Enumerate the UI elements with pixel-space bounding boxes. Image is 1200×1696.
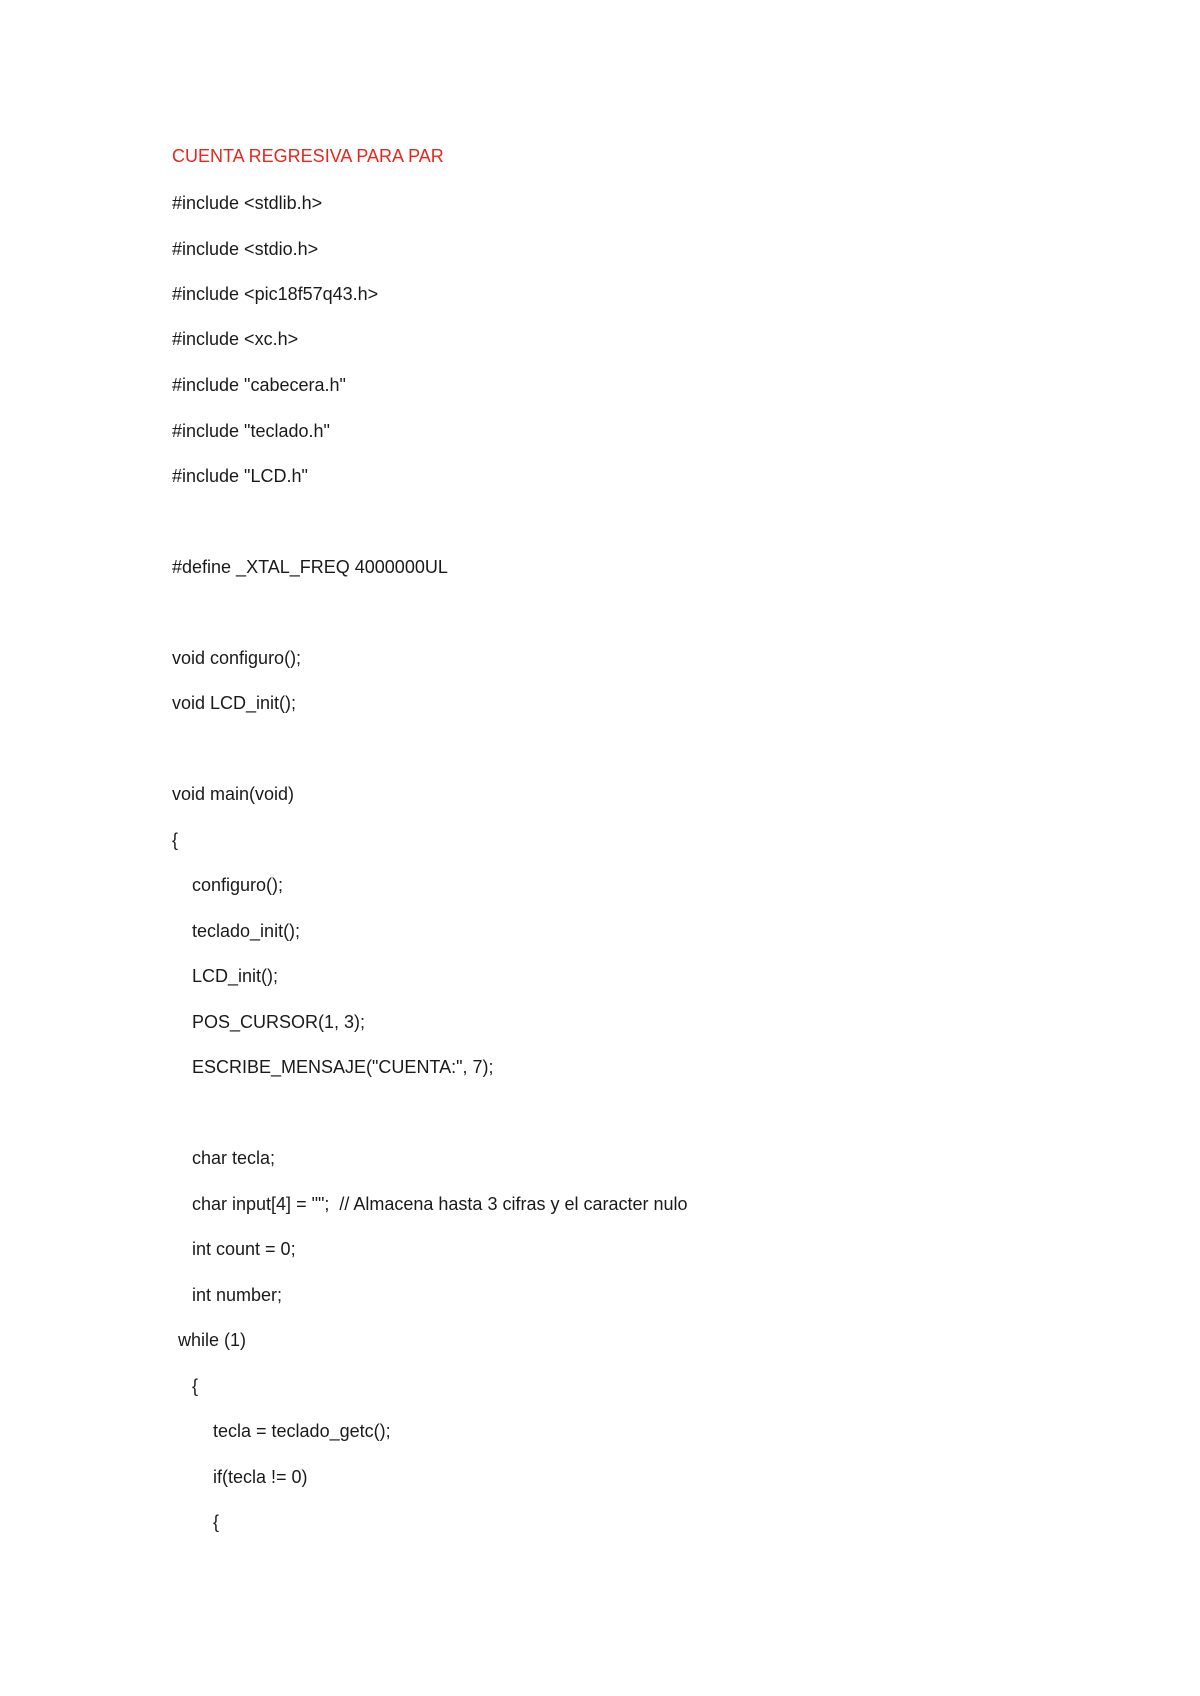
code-line: char input[4] = ""; // Almacena hasta 3 cifras y el caracter nulo xyxy=(192,1194,688,1214)
code-line: while (1) xyxy=(178,1330,247,1350)
code-line: #define _XTAL_FREQ 4000000UL xyxy=(172,557,448,577)
code-line: tecla = teclado_getc(); xyxy=(213,1421,391,1441)
code-line: { xyxy=(213,1512,220,1532)
code-line: #include <pic18f57q43.h> xyxy=(172,284,379,304)
code-line: ESCRIBE_MENSAJE("CUENTA:", 7); xyxy=(192,1057,494,1077)
code-line: teclado_init(); xyxy=(192,921,301,941)
code-line: #include "LCD.h" xyxy=(172,466,308,486)
code-line: configuro(); xyxy=(192,875,284,895)
code-line: { xyxy=(192,1376,199,1396)
code-line: int count = 0; xyxy=(192,1239,296,1259)
code-line: POS_CURSOR(1, 3); xyxy=(192,1012,366,1032)
code-line: int number; xyxy=(192,1285,283,1305)
code-line: #include "teclado.h" xyxy=(172,421,330,441)
code-line: void configuro(); xyxy=(172,648,302,668)
code-line: #include <xc.h> xyxy=(172,329,299,349)
code-line: LCD_init(); xyxy=(192,966,279,986)
code-line: char tecla; xyxy=(192,1148,276,1168)
code-line: #include <stdlib.h> xyxy=(172,193,323,213)
code-line: void main(void) xyxy=(172,784,295,804)
code-line: if(tecla != 0) xyxy=(213,1467,308,1487)
code-line: #include "cabecera.h" xyxy=(172,375,346,395)
code-line: void LCD_init(); xyxy=(172,693,297,713)
code-line: { xyxy=(172,830,179,850)
code-line: #include <stdio.h> xyxy=(172,239,319,259)
document-title: CUENTA REGRESIVA PARA PAR xyxy=(172,146,444,166)
